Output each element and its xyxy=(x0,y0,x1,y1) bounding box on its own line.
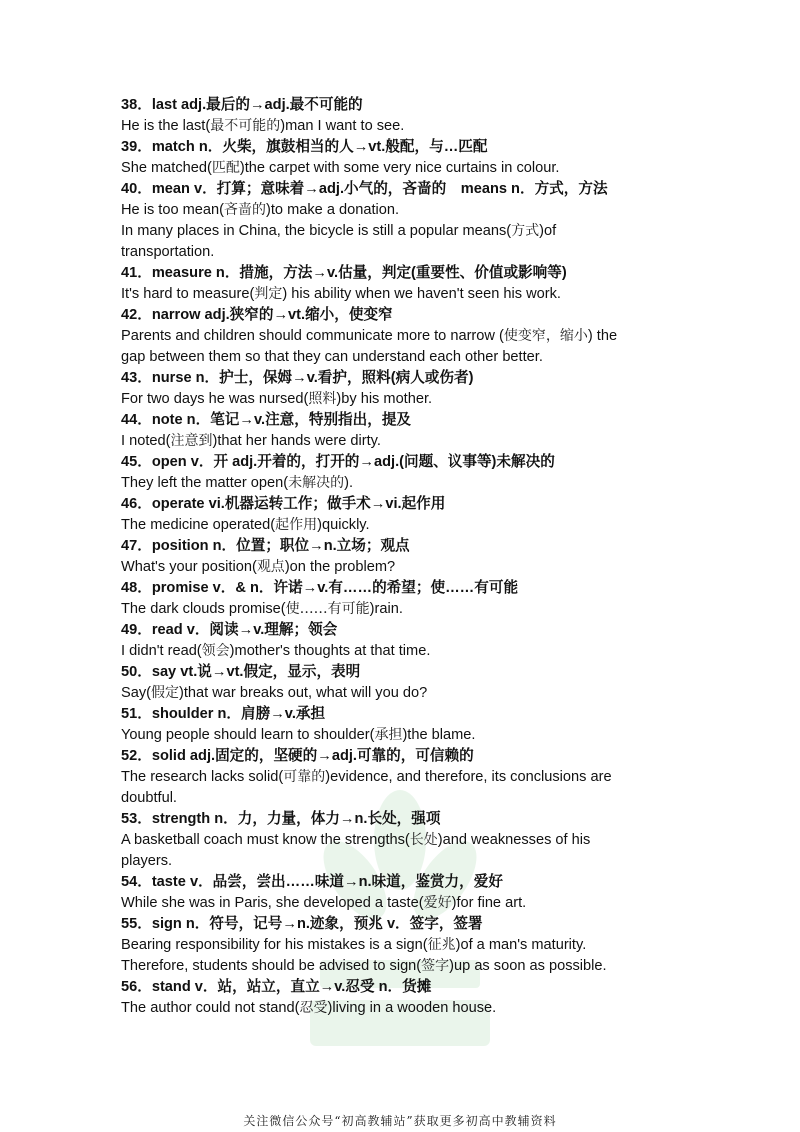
example-sentence xyxy=(121,956,691,977)
entry-heading xyxy=(121,452,691,473)
example-sentence xyxy=(121,473,691,494)
example-sentence xyxy=(121,557,691,578)
example-sentence xyxy=(121,515,691,536)
example-text-before: The dark clouds promise( xyxy=(121,601,286,617)
example-text-before: He is too mean( xyxy=(121,202,225,218)
example-text-before: I didn't read( xyxy=(121,643,202,659)
example-sentence xyxy=(121,221,691,242)
entry-heading xyxy=(121,977,691,998)
entry-heading-text: 42．narrow adj.狭窄的→vt.缩小，使变窄 xyxy=(121,307,393,323)
example-sentence xyxy=(121,725,691,746)
example-text-before: Young people should learn to shoulder( xyxy=(121,727,375,743)
example-text-before: In many places in China, the bicycle is still a popular means( xyxy=(121,223,512,239)
example-text-after: ) his ability when we haven't seen his work. xyxy=(282,286,561,302)
example-sentence xyxy=(121,326,691,347)
example-text-before: They left the matter open( xyxy=(121,475,289,491)
example-text-before: It's hard to measure( xyxy=(121,286,255,302)
example-sentence xyxy=(121,116,691,137)
entry-heading-text: 56．stand v．站，站立，直立→v.忍受 n．货摊 xyxy=(121,979,432,995)
entry-heading-text: 52．solid adj.固定的，坚硬的→adj.可靠的，可信赖的 xyxy=(121,748,474,764)
entry-heading xyxy=(121,914,691,935)
example-text-after: )of xyxy=(539,223,557,239)
example-text-before: Therefore, students should be advised to sign( xyxy=(121,958,422,974)
entry-heading xyxy=(121,746,691,767)
example-chinese-gloss: 使变窄，缩小 xyxy=(503,328,588,344)
example-chinese-gloss: 最不可能的 xyxy=(210,118,281,134)
example-text-after: )that war breaks out, what will you do? xyxy=(179,685,428,701)
entry-heading xyxy=(121,872,691,893)
example-chinese-gloss: 承担 xyxy=(374,727,403,743)
example-chinese-gloss: 方式 xyxy=(511,223,540,239)
example-text-after: )the blame. xyxy=(402,727,476,743)
example-chinese-gloss: 爱好 xyxy=(423,895,452,911)
example-chinese-gloss: 忍受 xyxy=(299,1000,328,1016)
example-sentence xyxy=(121,599,691,620)
example-sentence xyxy=(121,347,691,368)
example-sentence xyxy=(121,767,691,788)
entry-heading xyxy=(121,263,691,284)
vocabulary-list xyxy=(121,95,691,1019)
example-sentence xyxy=(121,284,691,305)
example-text-before: The author could not stand( xyxy=(121,1000,300,1016)
example-chinese-gloss: 观点 xyxy=(256,559,285,575)
example-sentence xyxy=(121,893,691,914)
entry-heading xyxy=(121,368,691,389)
entry-heading xyxy=(121,410,691,431)
example-text-after: )rain. xyxy=(369,601,403,617)
example-text-after: )on the problem? xyxy=(284,559,396,575)
example-sentence xyxy=(121,641,691,662)
entry-heading xyxy=(121,494,691,515)
example-sentence xyxy=(121,242,691,263)
footer-note: 关注微信公众号“初高教辅站”获取更多初高中教辅资料 xyxy=(243,1114,557,1128)
entry-heading xyxy=(121,809,691,830)
example-chinese-gloss: 签字 xyxy=(421,958,450,974)
example-text-after: )mother's thoughts at that time. xyxy=(229,643,431,659)
entry-heading-text: 53．strength n．力，力量，体力→n.长处，强项 xyxy=(121,811,441,827)
entry-heading-text: 51．shoulder n．肩膀→v.承担 xyxy=(121,706,326,722)
example-sentence xyxy=(121,830,691,851)
example-text-after: )the carpet with some very nice curtains in colour. xyxy=(239,160,560,176)
example-text-after: )and weaknesses of his xyxy=(437,832,591,848)
example-text-after: )quickly. xyxy=(317,517,370,533)
example-text-after: )that her hands were dirty. xyxy=(212,433,381,449)
example-chinese-gloss: 使……有可能 xyxy=(285,601,370,617)
example-chinese-gloss: 假定 xyxy=(151,685,180,701)
example-text-before: She matched( xyxy=(121,160,212,176)
example-sentence xyxy=(121,200,691,221)
example-chinese-gloss: 注意到 xyxy=(170,433,213,449)
entry-heading xyxy=(121,704,691,725)
example-text-after: )by his mother. xyxy=(336,391,433,407)
example-sentence xyxy=(121,389,691,410)
entry-heading-text: 47．position n．位置；职位→n.立场；观点 xyxy=(121,538,410,554)
example-text-after: )of a man's maturity. xyxy=(455,937,587,953)
example-text-after: )up as soon as possible. xyxy=(449,958,607,974)
example-text-before: Say( xyxy=(121,685,152,701)
example-text-after: ). xyxy=(344,475,354,491)
entry-heading xyxy=(121,179,691,200)
entry-heading-text: 43．nurse n．护士，保姆→v.看护，照料(病人或伤者) xyxy=(121,370,474,386)
entry-heading-text: 49．read v．阅读→v.理解；领会 xyxy=(121,622,338,638)
example-sentence xyxy=(121,998,691,1019)
entry-heading-text: 50．say vt.说→vt.假定，显示，表明 xyxy=(121,664,361,680)
example-sentence xyxy=(121,788,691,809)
entry-heading-text: 46．operate vi.机器运转工作；做手术→vi.起作用 xyxy=(121,496,446,512)
example-chinese-gloss: 未解决的 xyxy=(288,475,345,491)
example-sentence xyxy=(121,935,691,956)
example-chinese-gloss: 判定 xyxy=(254,286,283,302)
entry-heading xyxy=(121,662,691,683)
entry-heading-text: 41．measure n．措施，方法→v.估量，判定(重要性、价值或影响等) xyxy=(121,265,567,281)
example-chinese-gloss: 可靠的 xyxy=(283,769,326,785)
entry-heading-text: 54．taste v．品尝，尝出……味道→n.味道，鉴赏力，爱好 xyxy=(121,874,503,890)
example-text-before: He is the last( xyxy=(121,118,211,134)
example-text-before: gap between them so that they can understand each other better. xyxy=(121,349,543,365)
example-text-after: )living in a wooden house. xyxy=(327,1000,497,1016)
entry-heading-text: 45．open v．开 adj.开着的，打开的→adj.(问题、议事等)未解决的 xyxy=(121,454,555,470)
example-text-before: Parents and children should communicate more to narrow ( xyxy=(121,328,504,344)
entry-heading xyxy=(121,620,691,641)
example-text-before: The research lacks solid( xyxy=(121,769,284,785)
entry-heading xyxy=(121,95,691,116)
example-text-after: )for fine art. xyxy=(451,895,527,911)
example-sentence xyxy=(121,158,691,179)
example-text-after: )man I want to see. xyxy=(280,118,405,134)
example-text-after: )evidence, and therefore, its conclusions are xyxy=(325,769,612,785)
example-sentence xyxy=(121,851,691,872)
example-text-before: While she was in Paris, she developed a taste( xyxy=(121,895,424,911)
example-text-after: )to make a donation. xyxy=(266,202,400,218)
entry-heading xyxy=(121,305,691,326)
example-chinese-gloss: 征兆 xyxy=(427,937,456,953)
example-text-before: Bearing responsibility for his mistakes is a sign( xyxy=(121,937,428,953)
example-text-before: transportation. xyxy=(121,244,215,260)
example-text-before: players. xyxy=(121,853,173,869)
example-sentence xyxy=(121,431,691,452)
entry-heading-text: 55．sign n．符号，记号→n.迹象，预兆 v．签字，签署 xyxy=(121,916,483,932)
example-text-before: doubtful. xyxy=(121,790,177,806)
entry-heading-text: 44．note n．笔记→v.注意，特别指出，提及 xyxy=(121,412,412,428)
example-text-before: A basketball coach must know the strengths( xyxy=(121,832,410,848)
example-text-after: ) the xyxy=(587,328,618,344)
entry-heading xyxy=(121,536,691,557)
example-chinese-gloss: 领会 xyxy=(201,643,230,659)
entry-heading-text: 39．match n．火柴，旗鼓相当的人→vt.般配，与…匹配 xyxy=(121,139,488,155)
example-text-before: For two days he was nursed( xyxy=(121,391,309,407)
example-text-before: The medicine operated( xyxy=(121,517,276,533)
example-sentence xyxy=(121,683,691,704)
entry-heading-text: 40．mean v．打算；意味着→adj.小气的，吝啬的 means n．方式，方法 xyxy=(121,181,608,197)
example-chinese-gloss: 吝啬的 xyxy=(224,202,267,218)
example-chinese-gloss: 长处 xyxy=(409,832,438,848)
example-chinese-gloss: 照料 xyxy=(308,391,337,407)
example-chinese-gloss: 起作用 xyxy=(275,517,318,533)
entry-heading xyxy=(121,578,691,599)
example-text-before: I noted( xyxy=(121,433,171,449)
entry-heading-text: 48．promise v．& n．许诺→v.有……的希望；使……有可能 xyxy=(121,580,519,596)
example-chinese-gloss: 匹配 xyxy=(211,160,240,176)
entry-heading-text: 38．last adj.最后的→adj.最不可能的 xyxy=(121,97,363,113)
example-text-before: What's your position( xyxy=(121,559,257,575)
entry-heading xyxy=(121,137,691,158)
